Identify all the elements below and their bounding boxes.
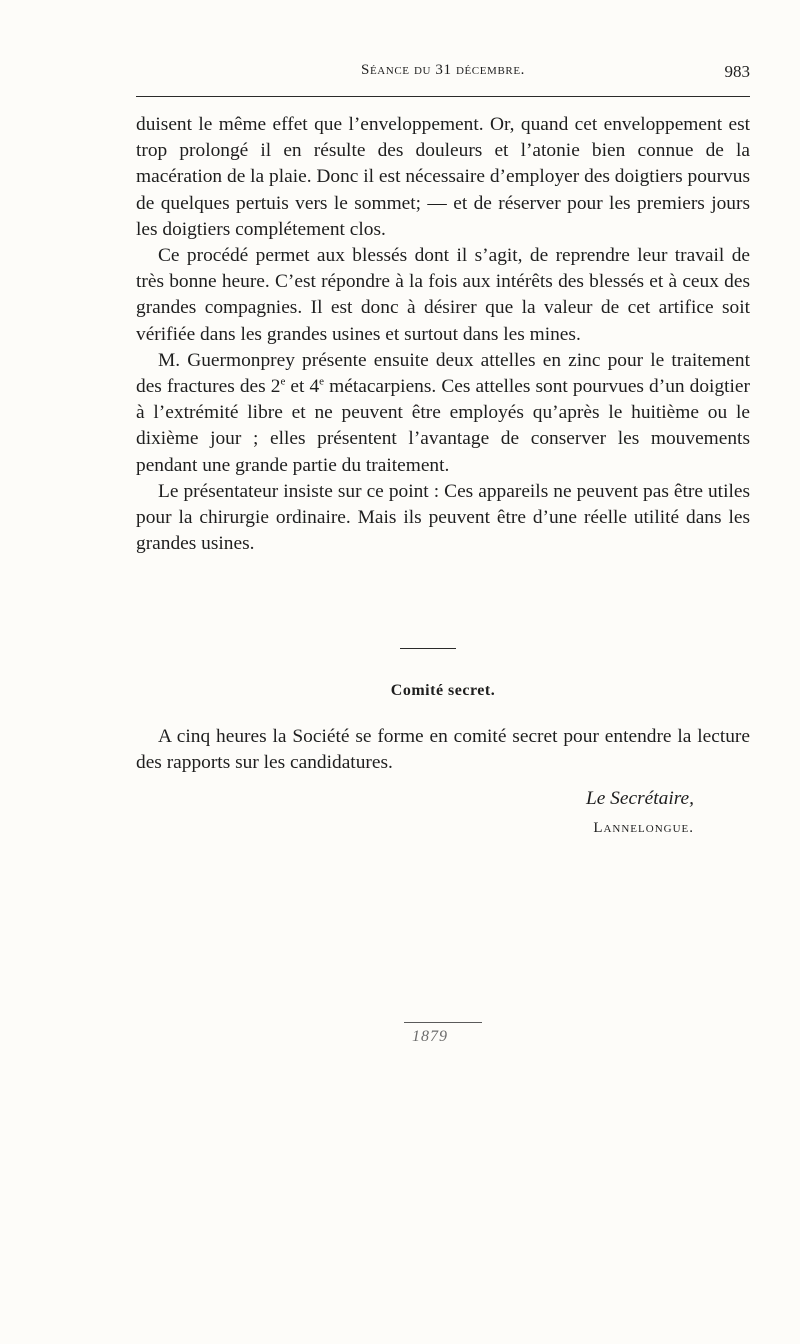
superscript-e-second: e — [319, 375, 325, 388]
guermonprey-text-c: métacarpiens. Ces attelles sont pourvues d’un doigtier à l’extrémité libre et ne peuvent être employés qu’après le huitième ou le dixième jour ; elles présentent l’avantage de conserver les mouvements pendant une grande partie du traitement. — [136, 376, 750, 476]
paragraph-presentateur: Le présentateur insiste sur ce point : Ces appareils ne peuvent pas être utiles pour la chirurgie ordinaire. Mais ils peuvent être d’une réelle utilité dans les grandes usines. — [136, 480, 750, 555]
closing-text — [136, 724, 750, 776]
page-number: 983 — [724, 62, 750, 81]
footer-rule — [404, 1022, 482, 1023]
section-divider — [400, 648, 456, 649]
header-rule — [136, 96, 750, 97]
running-title: Séance du 31 décembre. — [361, 62, 525, 78]
paragraph-continuation: duisent le même effet que l’enveloppement. Or, quand cet enveloppement est trop prolongé il en résulte des douleurs et l’atonie bien connue de la macération de la plaie. Donc il est nécessaire d’employer des doigtiers pourvus de quelques pertuis vers le sommet; — et de réserver pour les premiers jours les doigtiers complétement clos. — [136, 114, 750, 240]
signature-name: Lannelongue. — [593, 820, 694, 836]
guermonprey-text-a: M. Guermonprey présente ensuite deux attelles en zinc pour le traitement des fractures des 2 — [136, 349, 750, 398]
running-head — [136, 62, 750, 84]
superscript-e-first: e — [280, 375, 286, 388]
signature-role: Le Secrétaire, — [585, 788, 694, 809]
section-title: Comité secret. — [390, 682, 496, 699]
guermonprey-text-b: et 4 — [285, 376, 320, 398]
body-text — [136, 112, 750, 557]
paragraph-guermonprey — [136, 348, 750, 479]
handwritten-note: 1879 — [412, 1028, 448, 1045]
paragraph-procede: Ce procédé permet aux blessés dont il s’agit, de reprendre leur travail de très bonne heure. C’est répondre à la fois aux intérêts des blessés et à ceux des grandes compagnies. Il est donc à désirer que la valeur de cet artifice soit vérifiée dans les grandes usines et surtout dans les mines. — [136, 245, 750, 345]
paragraph-comite: A cinq heures la Société se forme en comité secret pour entendre la lecture des rapports sur les candidatures. — [136, 726, 750, 774]
